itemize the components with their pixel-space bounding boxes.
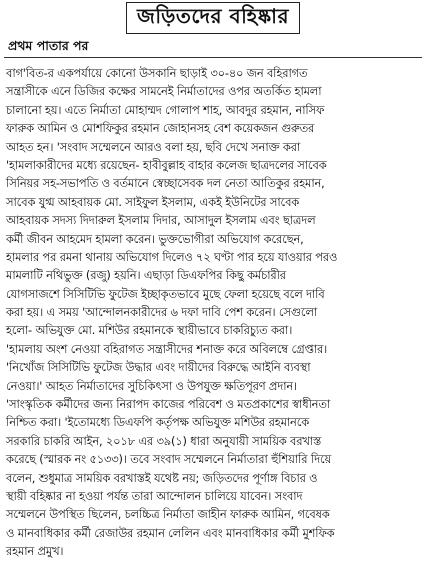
body-line: আহত হন। 'সংবাদ সম্মেলনে আরও বলা হয়, ছবি দেখে সনাক্ত করা [6,139,301,154]
body-line: নিশ্চিত করা। 'ইতোমধ্যে ডিএফপি কর্তৃপক্ষ অভিযুক্ত মশিউর রহমানকে [6,415,310,430]
body-line: করা হয়। এ সময় 'আন্দোলনকারীদের ৬ দফা দাবি পেশ করেন। সেগুলো [6,305,318,320]
body-line: হামলার পর রমনা থানায় অভিযোগ দিলেও ৭২ ঘণ্টা পার হয়ে যাওয়ার পরও [6,249,338,264]
body-line: বাগ'বিত-র একপর্যায়ে কোনো উসকানি ছাড়াই ৩০-৪০ জন বহিরাগত [6,66,308,80]
body-line: 'সাংস্কৃতিক কর্মীদের জন্য নিরাপদ কাজের পরিবেশ ও মতপ্রকাশের স্বাধীনতা [6,397,331,412]
body-line: 'নিখোঁজ সিসিটিভি ফুটেজ উদ্ধার এবং দায়ীদের বিরুদ্ধে আইনি ব্যবস্থা [6,360,311,375]
body-line: সম্মেলনে উপস্থিত ছিলেন, চলচ্চিত্র নির্মাতা জাহীন ফারুক আমিন, গবেষক [6,507,330,522]
headline-box [126,2,300,34]
body-line: ফারুক আমিন ও মোশফিকুর রহমান জোহানসহ বেশ কয়েকজন গুরুতর [6,121,315,136]
body-line: নেওয়া।' আহত নির্মাতাদের সুচিকিৎসা ও উপযুক্ত ক্ষতিপূরণ প্রদান। [6,378,297,393]
body-line: চালানো হয়। এতে নির্মাতা মোহাম্মদ গোলাপ শাহ, আবদুর রহমান, নাসিফ [6,102,325,117]
continued-from-label: প্রথম পাতার পর [8,38,89,53]
headline: জড়িতদের বহিষ্কার [137,3,289,28]
body-line: 'হামলাকারীদের মধ্যে রয়েছেন- হাবীবুল্লাহ বাহার কলেজ ছাত্রদলের সাবেক [6,157,327,172]
body-line: 'হামলায় অংশ নেওয়া বহিরাগত সন্ত্রাসীদের শনাক্ত করে অবিলম্বে গ্রেপ্তার। [6,341,328,356]
body-line: বলেন, শুধুমাত্র সাময়িক বরখাস্তই যথেষ্ট নয়; জড়িতদের পূর্ণাঙ্গ বিচার ও [6,470,318,485]
body-line: সিনিয়র সহ-সভাপতি ও বর্তমানে স্বেচ্ছাসেবক দল নেতা আতিকুর রহমান, [6,176,325,191]
body-line: সাবেক যুগ্ম আহবায়ক মো. সাইফুল ইসলাম, একই ইউনিটের সাবেক [6,194,300,209]
article-body [6,64,420,559]
body-line: করেছে (স্মারক নং ৫১৩৩)। তবে সংবাদ সম্মেলনে নির্মাতারা হুঁশিয়ারি দিয়ে [6,452,332,467]
body-line: ও মানবাধিকার কর্মী রেজাউর রহমান লেলিন এবং মানবাধিকার কর্মী মুশফিক [6,525,335,540]
body-line: হলো- অভিযুক্ত মো. মশিউর রহমানকে স্থায়ীভাবে চাকরিচ্যুত করা। [6,323,293,338]
body-line: সরকারি চাকরি আইন, ২০১৮ এর ৩৯(১) ধারা অনুযায়ী সাময়িক বরখাস্ত [6,433,322,448]
divider-line [4,57,422,58]
body-line: মামলাটি নথিভুক্ত (রজু) হয়নি। এছাড়া ডিএফপির কিছু কর্মচারীর [6,268,286,283]
body-line: স্থায়ী বহিষ্কার না হওয়া পর্যন্ত তারা আন্দোলন চালিয়ে যাবেন। সংবাদ [6,488,303,503]
body-line: রহমান প্রমুখ। [6,544,64,559]
body-line: কর্মী জীবন আহমেদ হামলা করেন। ভুক্তভোগীরা অভিযোগ করেছেন, [6,231,304,246]
body-line: সন্ত্রাসীকে এনে ডিজির কক্ষের সামনেই নির্মাতাদের ওপর অতর্কিত হামলা [6,84,322,99]
body-line: আহবায়ক সদস্য দিদারুল ইসলাম দিদার, আসাদুল ইসলাম এবং ছাত্রদল [6,213,316,228]
body-line: যোগসাজশে সিসিটিভি ফুটেজ ইচ্ছাকৃতভাবে মুছে ফেলা হয়েছে বলে দাবি [6,286,325,301]
